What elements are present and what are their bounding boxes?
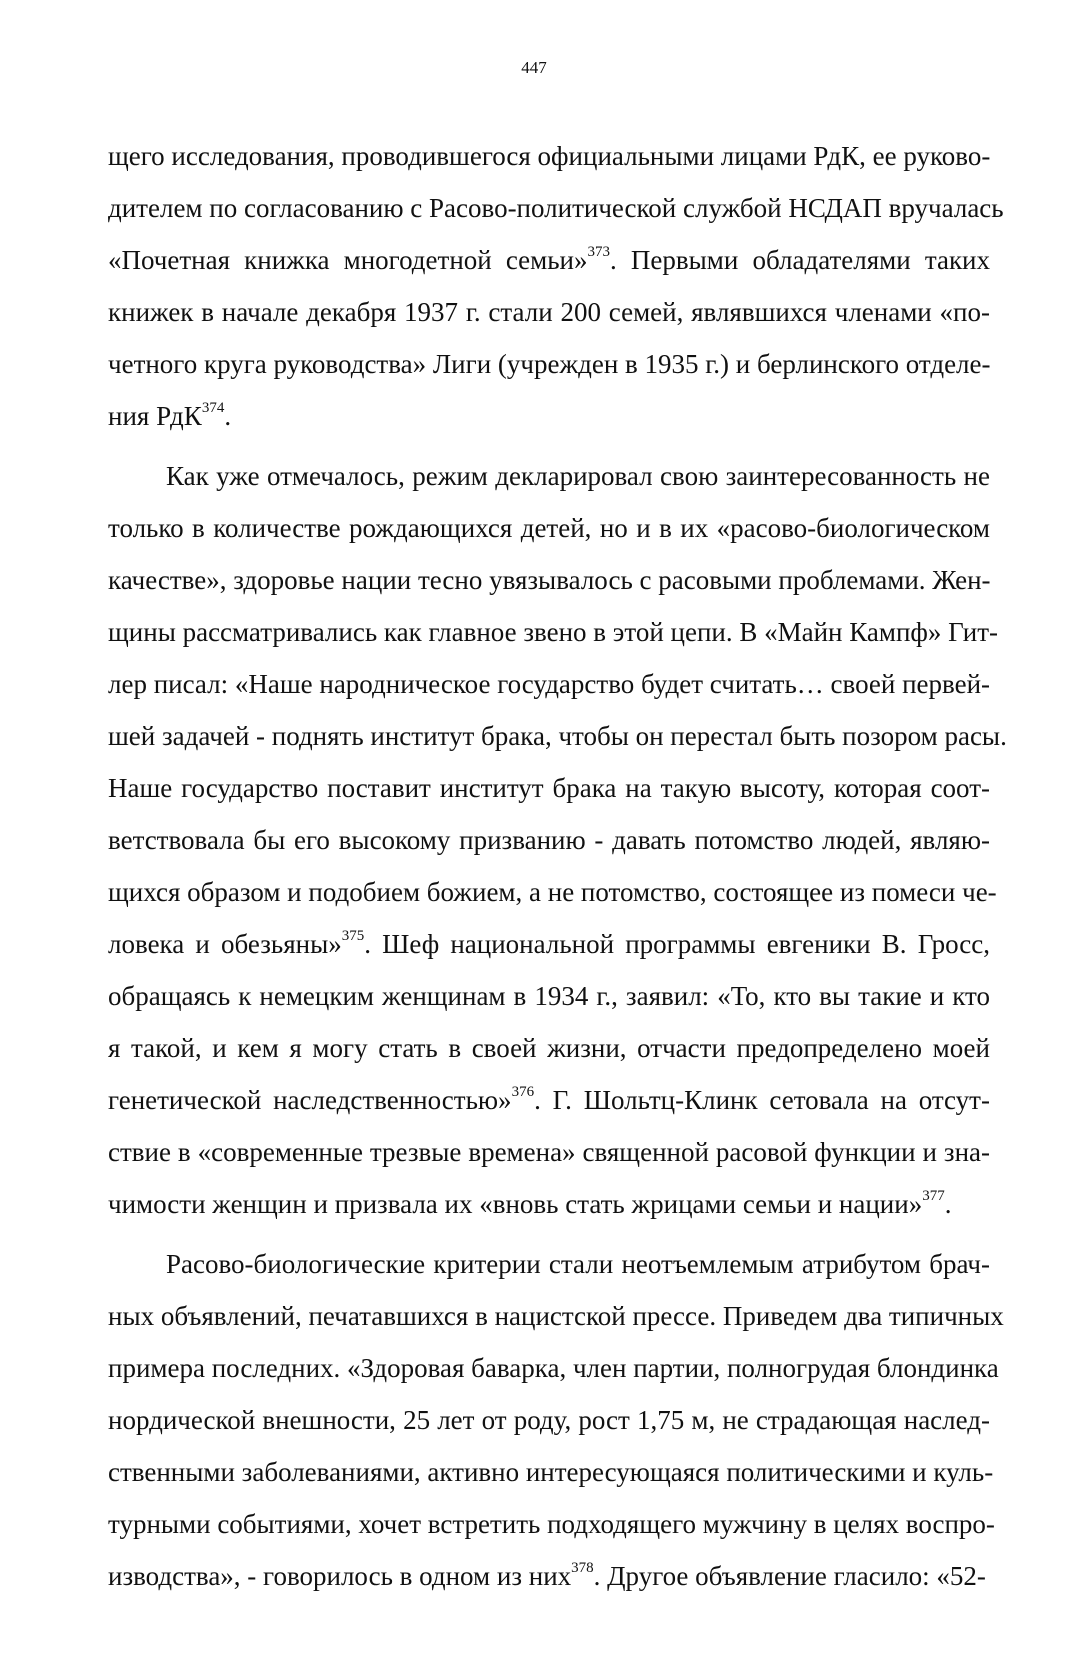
line-text: щего исследования, проводившегося официальными лицами РдК, ее руково- — [108, 141, 991, 171]
line-text-continued: . — [224, 401, 232, 431]
line-text: щихся образом и подобием божием, а не потомство, состоящее из помеси че- — [108, 877, 997, 907]
text-line — [108, 970, 990, 1022]
line-text: Расово-биологические критерии стали неотъемлемым атрибутом брач- — [166, 1249, 990, 1279]
line-text: нордической внешности, 25 лет от роду, рост 1,75 м, не страдающая наслед- — [108, 1405, 990, 1435]
line-text-continued: . Другое объявление гласило: «52- — [593, 1561, 986, 1591]
text-line — [108, 1126, 990, 1178]
footnote-ref: 373 — [587, 244, 611, 260]
line-text: генетической наследственностью» — [108, 1085, 512, 1115]
footnote-ref: 375 — [341, 928, 365, 944]
line-text-continued: . Шеф национальной программы евгеники В. Гросс, — [364, 929, 990, 959]
line-text: ловека и обезьяны» — [108, 929, 342, 959]
text-line — [108, 450, 990, 502]
text-line — [108, 814, 990, 866]
line-text: четного круга руководства» Лиги (учрежден в 1935 г.) и берлинского отделе- — [108, 349, 991, 379]
line-text-continued: . — [944, 1189, 952, 1219]
line-text: только в количестве рождающихся детей, но и в их «расово-биологическом — [108, 513, 990, 543]
text-line — [108, 918, 990, 970]
line-text: ных объявлений, печатавшихся в нацистской прессе. Приведем два типичных — [108, 1301, 1004, 1331]
text-line — [108, 710, 1007, 762]
line-text: турными событиями, хочет встретить подходящего мужчину в целях воспро- — [108, 1509, 995, 1539]
line-text-continued: . Г. Шольтц-Клинк сетовала на отсут- — [534, 1085, 990, 1115]
line-text: лер писал: «Наше народническое государство будет считать… своей первей- — [108, 669, 991, 699]
text-line — [108, 1550, 990, 1602]
line-text: щины рассматривались как главное звено в этой цепи. В «Майн Кампф» Гит- — [108, 617, 998, 647]
footnote-ref: 374 — [201, 400, 225, 416]
text-line — [108, 762, 990, 814]
text-line — [108, 1498, 995, 1550]
paragraph — [108, 130, 1004, 442]
text-line — [108, 1446, 994, 1498]
paragraph-gap — [108, 442, 990, 450]
line-text: ветствовала бы его высокому призванию - давать потомство людей, являю- — [108, 825, 990, 855]
text-line — [108, 1074, 990, 1126]
footnote-ref: 378 — [571, 1560, 594, 1576]
line-text: ния РдК — [108, 401, 202, 431]
text-line — [108, 182, 1004, 234]
text-line — [108, 338, 990, 390]
line-text: ственными заболеваниями, активно интересующаяся политическими и куль- — [108, 1457, 994, 1487]
text-line — [108, 1394, 990, 1446]
line-text: примера последних. «Здоровая баварка, член партии, полногрудая блондинка — [108, 1353, 999, 1383]
text-line — [108, 1022, 990, 1074]
text-line — [108, 554, 990, 606]
line-text: качестве», здоровье нации тесно увязывалось с расовыми проблемами. Жен- — [108, 565, 991, 595]
body-text — [108, 130, 1007, 1602]
footnote-ref: 376 — [511, 1084, 535, 1100]
text-line — [108, 606, 998, 658]
text-line — [108, 234, 990, 286]
line-text: я такой, и кем я могу стать в своей жизни, отчасти предопределено моей — [108, 1033, 990, 1063]
paragraph — [108, 450, 1007, 1230]
text-line — [108, 1178, 990, 1230]
paragraph-gap — [108, 1230, 990, 1238]
line-text: изводства», - говорилось в одном из них — [108, 1561, 572, 1591]
text-line — [108, 1290, 1004, 1342]
text-line — [108, 502, 990, 554]
text-line — [108, 1238, 990, 1290]
line-text-continued: . Первыми обладателями таких — [610, 245, 991, 275]
line-text: книжек в начале декабря 1937 г. стали 200 семей, являвшихся членами «по- — [108, 297, 990, 327]
line-text: Наше государство поставит институт брака на такую высоту, которая соот- — [108, 773, 990, 803]
text-line — [108, 390, 990, 442]
text-line — [108, 130, 990, 182]
line-text: обращаясь к немецким женщинам в 1934 г., заявил: «То, кто вы такие и кто — [108, 981, 990, 1011]
page-number: 447 — [521, 58, 547, 77]
line-text: «Почетная книжка многодетной семьи» — [108, 245, 588, 275]
text-line — [108, 658, 990, 710]
line-text: ствие в «современные трезвые времена» священной расовой функции и зна- — [108, 1137, 990, 1167]
text-line — [108, 1342, 999, 1394]
paragraph — [108, 1238, 1004, 1602]
line-text: дителем по согласованию с Расово-политической службой НСДАП вручалась — [108, 193, 1004, 223]
line-text: чимости женщин и призвала их «вновь стать жрицами семьи и нации» — [108, 1189, 923, 1219]
line-text: шей задачей - поднять институт брака, чтобы он перестал быть позором расы. — [108, 721, 1007, 751]
text-line — [108, 286, 990, 338]
text-line — [108, 866, 997, 918]
footnote-ref: 377 — [922, 1188, 945, 1204]
line-text: Как уже отмечалось, режим декларировал свою заинтересованность не — [166, 461, 990, 491]
